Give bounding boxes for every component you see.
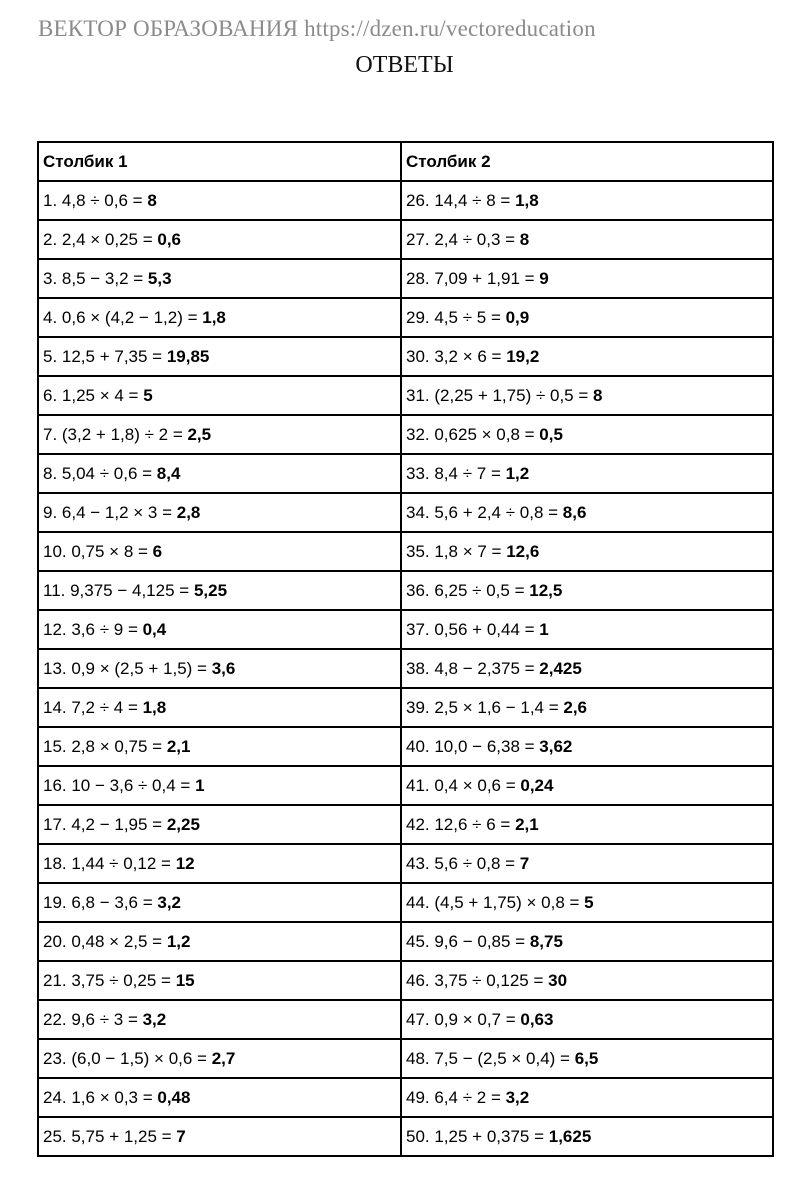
answer-cell <box>401 1078 773 1117</box>
expression-text: 27. 2,4 ÷ 0,3 = <box>406 229 520 249</box>
answer-value: 8,75 <box>529 931 563 951</box>
answers-table <box>37 141 774 1157</box>
answer-cell <box>401 766 773 805</box>
answer-cell <box>401 337 773 376</box>
answer-value: 0,5 <box>539 424 563 444</box>
answer-cell <box>401 454 773 493</box>
expression-text: 47. 0,9 × 0,7 = <box>406 1009 521 1029</box>
table-row <box>38 844 773 883</box>
expression-text: 44. (4,5 + 1,75) × 0,8 = <box>406 892 585 912</box>
expression-text: 17. 4,2 − 1,95 = <box>43 814 167 834</box>
answer-value: 1,8 <box>142 697 167 717</box>
answer-cell <box>401 922 773 961</box>
expression-text: 35. 1,8 × 7 = <box>406 541 507 561</box>
answer-value: 19,85 <box>166 346 210 366</box>
answer-cell <box>401 688 773 727</box>
answer-value: 0,48 <box>157 1087 191 1107</box>
answer-value: 0,24 <box>520 775 554 795</box>
expression-text: 13. 0,9 × (2,5 + 1,5) = <box>43 658 212 678</box>
expression-text: 40. 10,0 − 6,38 = <box>406 736 540 756</box>
table-row <box>38 181 773 220</box>
expression-text: 31. (2,25 + 1,75) ÷ 0,5 = <box>406 385 594 405</box>
answer-cell <box>401 961 773 1000</box>
answer-value: 0,4 <box>142 619 167 639</box>
answer-cell <box>401 1039 773 1078</box>
answer-value: 7 <box>176 1126 186 1146</box>
answer-cell <box>38 337 401 376</box>
expression-text: 34. 5,6 + 2,4 ÷ 0,8 = <box>406 502 563 522</box>
table-row <box>38 220 773 259</box>
table-row <box>38 259 773 298</box>
answer-cell <box>401 1117 773 1156</box>
expression-text: 8. 5,04 ÷ 0,6 = <box>43 463 157 483</box>
expression-text: 24. 1,6 × 0,3 = <box>43 1087 158 1107</box>
answer-value: 6 <box>152 541 163 561</box>
expression-text: 49. 6,4 ÷ 2 = <box>406 1087 506 1107</box>
answer-value: 5,25 <box>193 580 228 600</box>
expression-text: 10. 0,75 × 8 = <box>43 541 153 561</box>
expression-text: 32. 0,625 × 0,8 = <box>406 424 540 444</box>
answer-cell <box>401 610 773 649</box>
answer-cell <box>401 844 773 883</box>
answer-value: 9 <box>539 268 549 288</box>
table-header-row <box>38 142 773 181</box>
answer-value: 1,2 <box>166 931 191 951</box>
answer-value: 5,3 <box>147 268 172 288</box>
expression-text: 20. 0,48 × 2,5 = <box>43 931 167 951</box>
answer-value: 1 <box>539 619 549 639</box>
column-1-header: Столбик 1 <box>38 142 401 181</box>
expression-text: 42. 12,6 ÷ 6 = <box>406 814 516 834</box>
answer-value: 2,1 <box>515 814 539 834</box>
answer-value: 2,1 <box>166 736 191 756</box>
answer-value: 2,6 <box>563 697 588 717</box>
answer-value: 3,62 <box>539 736 573 756</box>
table-row <box>38 415 773 454</box>
table-row <box>38 610 773 649</box>
expression-text: 15. 2,8 × 0,75 = <box>43 736 167 756</box>
answer-cell <box>401 181 773 220</box>
answer-value: 3,2 <box>505 1087 530 1107</box>
answer-cell <box>38 181 401 220</box>
answer-cell <box>38 688 401 727</box>
answer-cell <box>38 961 401 1000</box>
answer-cell <box>38 922 401 961</box>
expression-text: 26. 14,4 ÷ 8 = <box>406 190 516 210</box>
expression-text: 2. 2,4 × 0,25 = <box>43 229 158 249</box>
answer-value: 3,2 <box>157 892 182 912</box>
answer-cell <box>38 649 401 688</box>
expression-text: 46. 3,75 ÷ 0,125 = <box>406 970 549 990</box>
answer-cell <box>401 298 773 337</box>
answer-cell <box>38 1000 401 1039</box>
answer-cell <box>401 493 773 532</box>
expression-text: 43. 5,6 ÷ 0,8 = <box>406 853 520 873</box>
expression-text: 33. 8,4 ÷ 7 = <box>406 463 506 483</box>
expression-text: 7. (3,2 + 1,8) ÷ 2 = <box>43 424 188 444</box>
answer-value: 12 <box>175 853 195 873</box>
answer-cell <box>38 1117 401 1156</box>
answer-value: 8 <box>519 229 530 249</box>
answer-cell <box>38 1078 401 1117</box>
expression-text: 6. 1,25 × 4 = <box>43 385 144 405</box>
expression-text: 23. (6,0 − 1,5) × 0,6 = <box>43 1048 212 1068</box>
answer-value: 12,6 <box>506 541 540 561</box>
answer-cell <box>401 1000 773 1039</box>
answer-cell <box>38 454 401 493</box>
expression-text: 19. 6,8 − 3,6 = <box>43 892 158 912</box>
table-row <box>38 1117 773 1156</box>
expression-text: 30. 3,2 × 6 = <box>406 346 507 366</box>
expression-text: 12. 3,6 ÷ 9 = <box>43 619 143 639</box>
table-row <box>38 1039 773 1078</box>
answer-cell <box>38 727 401 766</box>
answer-cell <box>38 766 401 805</box>
answer-value: 8 <box>147 190 157 210</box>
table-row <box>38 532 773 571</box>
expression-text: 9. 6,4 − 1,2 × 3 = <box>43 502 177 522</box>
answer-cell <box>38 220 401 259</box>
answer-value: 12,5 <box>529 580 563 600</box>
expression-text: 5. 12,5 + 7,35 = <box>43 346 167 366</box>
expression-text: 36. 6,25 ÷ 0,5 = <box>406 580 530 600</box>
expression-text: 18. 1,44 ÷ 0,12 = <box>43 853 176 873</box>
answer-cell <box>401 415 773 454</box>
answer-value: 15 <box>175 970 195 990</box>
answer-value: 8 <box>593 385 603 405</box>
answer-cell <box>38 259 401 298</box>
expression-text: 37. 0,56 + 0,44 = <box>406 619 540 639</box>
answer-value: 3,6 <box>211 658 236 678</box>
expression-text: 1. 4,8 ÷ 0,6 = <box>43 190 148 210</box>
expression-text: 22. 9,6 ÷ 3 = <box>43 1009 143 1029</box>
answer-cell <box>38 415 401 454</box>
table-row <box>38 688 773 727</box>
expression-text: 38. 4,8 − 2,375 = <box>406 658 540 678</box>
expression-text: 50. 1,25 + 0,375 = <box>406 1126 549 1146</box>
answer-value: 2,425 <box>539 658 582 678</box>
answer-cell <box>401 571 773 610</box>
site-attribution: ВЕКТОР ОБРАЗОВАНИЯ https://dzen.ru/vectoreducation <box>38 16 596 41</box>
column-2-header: Столбик 2 <box>401 142 773 181</box>
table-row <box>38 727 773 766</box>
expression-text: 4. 0,6 × (4,2 − 1,2) = <box>43 307 203 327</box>
answer-value: 1,625 <box>548 1126 592 1146</box>
answer-value: 30 <box>548 970 568 990</box>
page-title: ОТВЕТЫ <box>355 52 454 78</box>
answer-cell <box>401 727 773 766</box>
expression-text: 16. 10 − 3,6 ÷ 0,4 = <box>43 775 196 795</box>
answer-value: 2,8 <box>176 502 201 522</box>
answer-value: 1,2 <box>505 463 530 483</box>
expression-text: 3. 8,5 − 3,2 = <box>43 268 148 288</box>
answer-value: 3,2 <box>142 1009 167 1029</box>
expression-text: 11. 9,375 − 4,125 = <box>43 580 194 600</box>
answer-value: 1 <box>195 775 205 795</box>
answer-cell <box>401 376 773 415</box>
table-row <box>38 883 773 922</box>
answer-value: 2,5 <box>187 424 212 444</box>
answer-cell <box>401 532 773 571</box>
table-row <box>38 376 773 415</box>
table-row <box>38 649 773 688</box>
answer-value: 19,2 <box>506 346 540 366</box>
table-row <box>38 454 773 493</box>
expression-text: 28. 7,09 + 1,91 = <box>406 268 540 288</box>
table-row <box>38 571 773 610</box>
answer-value: 2,7 <box>211 1048 236 1068</box>
answer-cell <box>38 493 401 532</box>
answer-value: 7 <box>519 853 530 873</box>
answer-cell <box>401 220 773 259</box>
table-row <box>38 961 773 1000</box>
answer-value: 0,63 <box>520 1009 554 1029</box>
expression-text: 25. 5,75 + 1,25 = <box>43 1126 177 1146</box>
answer-value: 0,9 <box>505 307 530 327</box>
table-row <box>38 337 773 376</box>
answer-cell <box>38 1039 401 1078</box>
answer-cell <box>401 259 773 298</box>
answer-value: 8,6 <box>562 502 587 522</box>
answer-cell <box>38 883 401 922</box>
table-row <box>38 805 773 844</box>
answer-cell <box>38 376 401 415</box>
answer-cell <box>38 298 401 337</box>
answer-value: 5 <box>143 385 153 405</box>
expression-text: 41. 0,4 × 0,6 = <box>406 775 521 795</box>
table-row <box>38 922 773 961</box>
answer-cell <box>38 532 401 571</box>
expression-text: 39. 2,5 × 1,6 − 1,4 = <box>406 697 564 717</box>
expression-text: 14. 7,2 ÷ 4 = <box>43 697 143 717</box>
expression-text: 21. 3,75 ÷ 0,25 = <box>43 970 176 990</box>
answer-value: 2,25 <box>166 814 200 834</box>
answer-value: 1,8 <box>515 190 539 210</box>
answer-cell <box>38 610 401 649</box>
answer-cell <box>38 805 401 844</box>
table-row <box>38 1000 773 1039</box>
answer-cell <box>401 805 773 844</box>
answer-cell <box>38 844 401 883</box>
table-row <box>38 493 773 532</box>
answer-value: 6,5 <box>574 1048 599 1068</box>
expression-text: 29. 4,5 ÷ 5 = <box>406 307 506 327</box>
answer-value: 0,6 <box>157 229 182 249</box>
table-row <box>38 298 773 337</box>
expression-text: 48. 7,5 − (2,5 × 0,4) = <box>406 1048 575 1068</box>
answer-value: 5 <box>584 892 594 912</box>
answer-value: 8,4 <box>156 463 181 483</box>
table-row <box>38 1078 773 1117</box>
expression-text: 45. 9,6 − 0,85 = <box>406 931 530 951</box>
answer-cell <box>401 883 773 922</box>
answer-cell <box>401 649 773 688</box>
answer-value: 1,8 <box>202 307 226 327</box>
answers-table-body <box>38 181 773 1156</box>
table-row <box>38 766 773 805</box>
answer-cell <box>38 571 401 610</box>
